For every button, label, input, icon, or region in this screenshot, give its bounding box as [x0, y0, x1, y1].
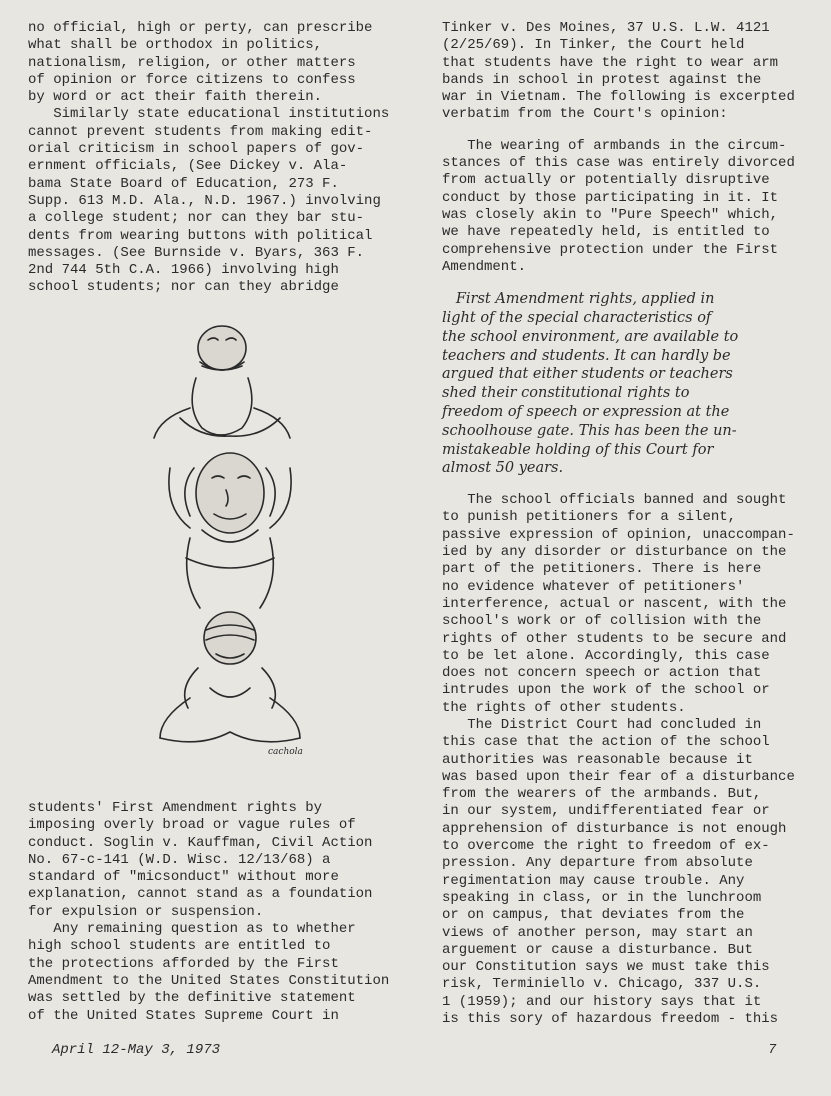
- text-line: authorities was reasonable because it: [442, 751, 753, 768]
- text-line: in our system, undifferentiated fear or: [442, 803, 770, 820]
- text-line: part of the petitioners. There is here: [442, 561, 762, 578]
- text-line: the protections afforded by the First: [28, 955, 339, 972]
- footer-date: April 12-May 3, 1973: [52, 1042, 221, 1058]
- text-line: to overcome the right to freedom of ex-: [442, 838, 770, 855]
- text-line: Similarly state educational institutions: [28, 106, 390, 123]
- text-line: rights of other students to be secure and: [442, 630, 787, 647]
- text-line: verbatim from the Court's opinion:: [442, 106, 728, 123]
- text-line: bama State Board of Education, 273 F.: [28, 175, 339, 192]
- text-line: from actually or potentially disruptive: [442, 172, 770, 189]
- text-line: this case that the action of the school: [442, 734, 770, 751]
- text-line: argued that either students or teachers: [442, 366, 733, 383]
- text-line: explanation, cannot stand as a foundation: [28, 886, 373, 903]
- text-line: high school students are entitled to: [28, 938, 331, 955]
- text-line: no official, high or perty, can prescribe: [28, 20, 373, 36]
- text-line: comprehensive protection under the First: [442, 241, 779, 258]
- text-line: The District Court had concluded in: [442, 716, 762, 733]
- text-line: light of the special characteristics of: [442, 309, 712, 326]
- text-line: ernment officials, (See Dickey v. Ala-: [28, 158, 348, 175]
- text-line: by word or act their faith therein.: [28, 89, 323, 106]
- text-line: no evidence whatever of petitioners': [442, 578, 745, 595]
- left-top-text: [28, 20, 393, 297]
- text-line: risk, Terminiello v. Chicago, 337 U.S.: [442, 976, 762, 993]
- text-line: war in Vietnam. The following is excerpted: [442, 89, 795, 106]
- text-line: was settled by the definitive statement: [28, 990, 356, 1007]
- text-line: nationalism, religion, or other matters: [28, 54, 356, 71]
- text-line: Supp. 613 M.D. Ala., N.D. 1967.) involving: [28, 192, 381, 209]
- text-line: shed their constitutional rights to: [442, 385, 690, 402]
- text-line: apprehension of disturbance is not enough: [442, 820, 787, 837]
- text-line: bands in school in protest against the: [442, 71, 762, 88]
- text-line: The school officials banned and sought: [442, 492, 787, 509]
- court-quote-paragraph-1: [442, 138, 812, 276]
- left-bottom-text: [28, 800, 393, 1025]
- text-line: speaking in class, or in the lunchroom: [442, 889, 762, 906]
- text-line: freedom of speech or expression at the: [442, 403, 730, 420]
- text-line: Amendment to the United States Constitution: [28, 972, 390, 989]
- text-line: cannot prevent students from making edit-: [28, 123, 373, 140]
- text-line: pression. Any departure from absolute: [442, 855, 753, 872]
- text-line: to punish petitioners for a silent,: [442, 509, 737, 526]
- text-line: school students; nor can they abridge: [28, 279, 339, 296]
- text-line: or on campus, that deviates from the: [442, 907, 745, 924]
- left-column: [28, 20, 393, 297]
- text-line: schoolhouse gate. This has been the un-: [442, 422, 737, 439]
- text-line: of opinion or force citizens to confess: [28, 71, 356, 88]
- svg-text:cachola: cachola: [268, 747, 303, 757]
- text-line: for expulsion or suspension.: [28, 903, 264, 920]
- text-line: passive expression of opinion, unaccompan-: [442, 526, 795, 543]
- text-line: the rights of other students.: [442, 699, 686, 716]
- text-line: of the United States Supreme Court in: [28, 1007, 339, 1024]
- text-line: our Constitution says we must take this: [442, 959, 770, 976]
- text-line: dents from wearing buttons with political: [28, 227, 373, 244]
- text-line: arguement or cause a disturbance. But: [442, 941, 753, 958]
- text-line: a college student; nor can they bar stu-: [28, 210, 365, 227]
- text-line: First Amendment rights, applied in: [442, 291, 715, 308]
- text-line: regimentation may cause trouble. Any: [442, 872, 745, 889]
- text-line: what shall be orthodox in politics,: [28, 37, 323, 54]
- text-line: to be let alone. Accordingly, this case: [442, 647, 770, 664]
- text-line: was based upon their fear of a disturbance: [442, 768, 795, 785]
- text-line: from the wearers of the armbands. But,: [442, 786, 762, 803]
- text-line: students' First Amendment rights by: [28, 800, 323, 816]
- text-line: standard of "micsonduct" without more: [28, 869, 339, 886]
- text-line: does not concern speech or action that: [442, 665, 762, 682]
- text-line: is this sory of hazardous freedom - this: [442, 1011, 779, 1028]
- court-quote-handwritten: [442, 290, 812, 478]
- text-line: Tinker v. Des Moines, 37 U.S. L.W. 4121: [442, 20, 770, 36]
- text-line: 2nd 744 5th C.A. 1966) involving high: [28, 262, 339, 279]
- text-line: (2/25/69). In Tinker, the Court held: [442, 37, 745, 54]
- text-line: we have repeatedly held, is entitled to: [442, 224, 770, 241]
- text-line: imposing overly broad or vague rules of: [28, 817, 356, 834]
- text-line: ied by any disorder or disturbance on the: [442, 544, 787, 561]
- text-line: intrudes upon the work of the school or: [442, 682, 770, 699]
- text-line: school's work or of collision with the: [442, 613, 762, 630]
- text-line: No. 67-c-141 (W.D. Wisc. 12/13/68) a: [28, 851, 331, 868]
- text-line: views of another person, may start an: [442, 924, 753, 941]
- text-line: 1 (1959); and our history says that it: [442, 993, 762, 1010]
- text-line: the school environment, are available to: [442, 328, 739, 345]
- text-line: conduct by those participating in it. It: [442, 189, 779, 206]
- right-column: [442, 20, 812, 1028]
- text-line: orial criticism in school papers of gov-: [28, 141, 365, 158]
- text-line: Amendment.: [442, 258, 527, 275]
- text-line: interference, actual or nascent, with the: [442, 595, 787, 612]
- court-quote-paragraph-2: [442, 492, 812, 1028]
- text-line: that students have the right to wear arm: [442, 54, 779, 71]
- page-number: 7: [768, 1042, 777, 1058]
- text-line: stances of this case was entirely divorced: [442, 155, 795, 172]
- text-line: was closely akin to "Pure Speech" which,: [442, 206, 779, 223]
- text-line: mistakeable holding of this Court for: [442, 441, 714, 458]
- text-line: messages. (See Burnside v. Byars, 363 F.: [28, 244, 365, 261]
- text-line: almost 50 years.: [442, 460, 564, 477]
- text-line: The wearing of armbands in the circum-: [442, 137, 787, 154]
- text-line: Any remaining question as to whether: [28, 921, 356, 938]
- left-column-bottom: [28, 800, 393, 1025]
- text-line: teachers and students. It can hardly be: [442, 347, 731, 364]
- three-wise-monkeys-illustration: [150, 318, 320, 758]
- right-intro-text: [442, 20, 812, 124]
- text-line: conduct. Soglin v. Kauffman, Civil Action: [28, 834, 373, 851]
